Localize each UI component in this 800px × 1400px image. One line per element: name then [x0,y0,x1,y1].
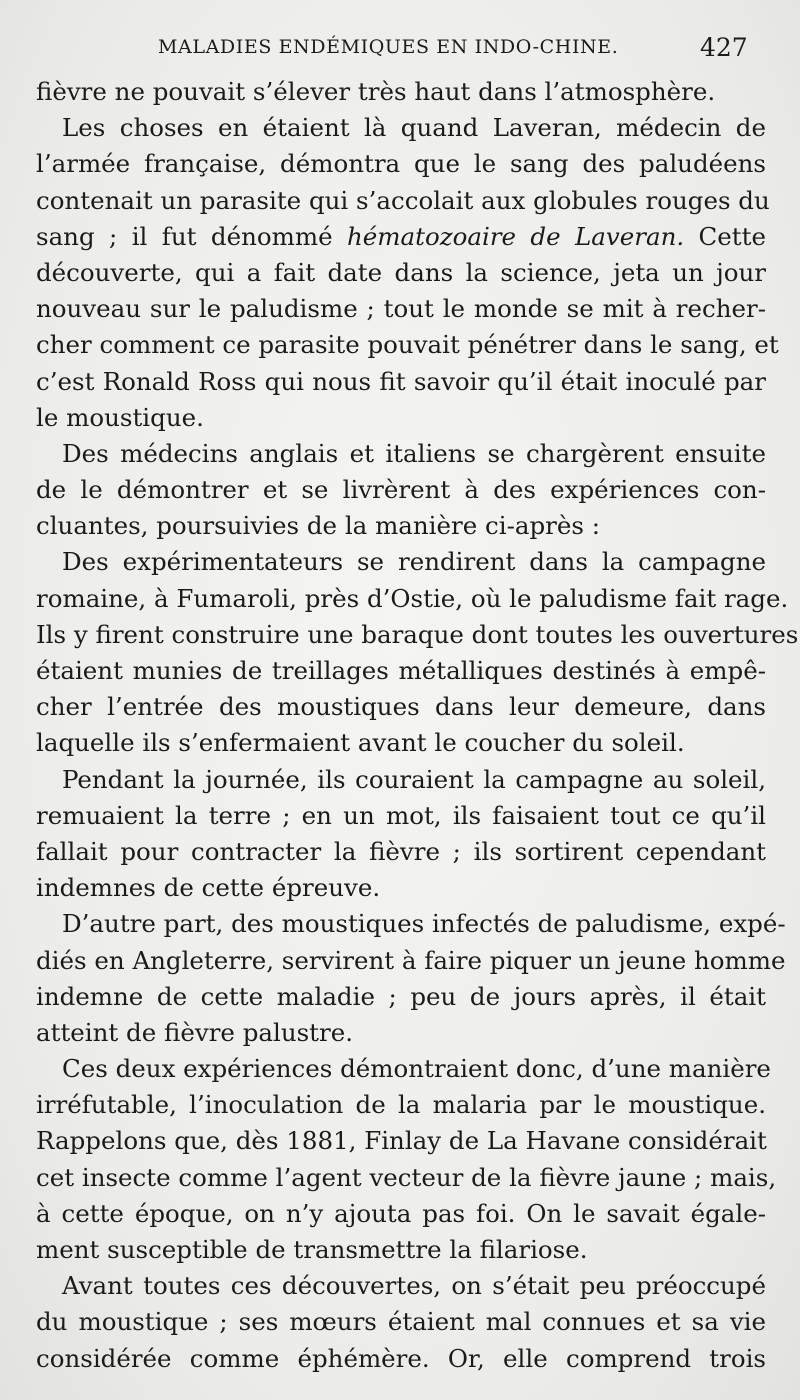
text-line: c’est Ronald Ross qui nous fit savoir qu’il était inoculé par [36,366,766,396]
text-line: Ces deux expériences démontraient donc, d’une manière [62,1054,771,1084]
paragraph [36,762,766,907]
text-line: Avant toutes ces découvertes, on s’était peu préoccupé [62,1271,766,1301]
text-segment: Cette [684,221,766,251]
text-line: à cette époque, on n’y ajouta pas foi. On le savait égale- [36,1198,766,1228]
text-line: atteint de fièvre palustre. [36,1017,354,1047]
text-line: Ils y firent construire une baraque dont toutes les ouvertures [36,619,799,649]
text-line: étaient munies de treillages métalliques destinés à empê- [36,656,766,685]
text-line: laquelle ils s’enfermaient avant le coucher du soleil. [36,728,685,758]
text-line: découverte, qui a fait date dans la science, jeta un jour [36,257,766,287]
text-line: Les choses en étaient là quand Laveran, médecin de [62,113,766,143]
text-line: indemne de cette maladie ; peu de jours après, il était [36,981,766,1011]
text-line: irréfutable, l’inoculation de la malaria par le moustique. [36,1090,766,1120]
text-line: Des médecins anglais et italiens se chargèrent ensuite [62,438,766,468]
text-line: fallait pour contracter la fièvre ; ils sortirent cependant [36,836,766,866]
text-line: Pendant la journée, ils couraient la campagne au soleil, [62,764,766,794]
paragraph [36,436,766,545]
text-line: cluantes, poursuivies de la manière ci-après : [36,511,600,541]
text-line-with-term [36,219,766,255]
text-line: D’autre part, des moustiques infectés de paludisme, expé- [62,909,786,939]
text-line: considérée comme éphémère. Or, elle comprend trois [36,1343,766,1373]
body-text [36,74,799,1377]
text-line: Rappelons que, dès 1881, Finlay de La Havane considérait [36,1126,767,1156]
paragraph [36,1268,766,1377]
text-line: du moustique ; ses mœurs étaient mal connues et sa vie [36,1307,766,1337]
page-number: 427 [700,33,748,62]
text-line: indemnes de cette épreuve. [36,873,381,903]
paragraph [36,74,766,110]
text-line: l’armée française, démontra que le sang des paludéens [36,149,766,179]
text-line: ment susceptible de transmettre la filariose. [36,1235,588,1264]
running-title: MALADIES ENDÉMIQUES EN INDO-CHINE. [158,36,619,58]
text-line: diés en Angleterre, servirent à faire piquer un jeune homme [36,945,786,975]
paragraph [36,1051,777,1268]
paragraph [36,906,786,1051]
italic-term: hématozoaire de Laveran. [347,221,685,251]
running-header [0,33,800,66]
text-line: cher comment ce parasite pouvait pénétrer dans le sang, et [36,330,779,360]
text-line: le moustique. [36,402,204,432]
text-line: cet insecte comme l’agent vecteur de la fièvre jaune ; mais, [36,1162,777,1192]
text-line: nouveau sur le paludisme ; tout le monde se mit à recher- [36,294,766,324]
paragraph [36,544,799,761]
text-segment: sang ; il fut dénommé [36,221,347,251]
text-line: de le démontrer et se livrèrent à des expériences con- [36,475,766,505]
text-line: contenait un parasite qui s’accolait aux globules rouges du [36,185,770,215]
paragraph [36,110,779,436]
text-line: romaine, à Fumaroli, près d’Ostie, où le paludisme fait rage. [36,583,789,613]
text-line: remuaient la terre ; en un mot, ils faisaient tout ce qu’il [36,800,766,830]
text-line: cher l’entrée des moustiques dans leur demeure, dans [36,692,766,722]
text-line: fièvre ne pouvait s’élever très haut dans l’atmosphère. [36,77,716,106]
text-line: Des expérimentateurs se rendirent dans la campagne [62,547,766,577]
